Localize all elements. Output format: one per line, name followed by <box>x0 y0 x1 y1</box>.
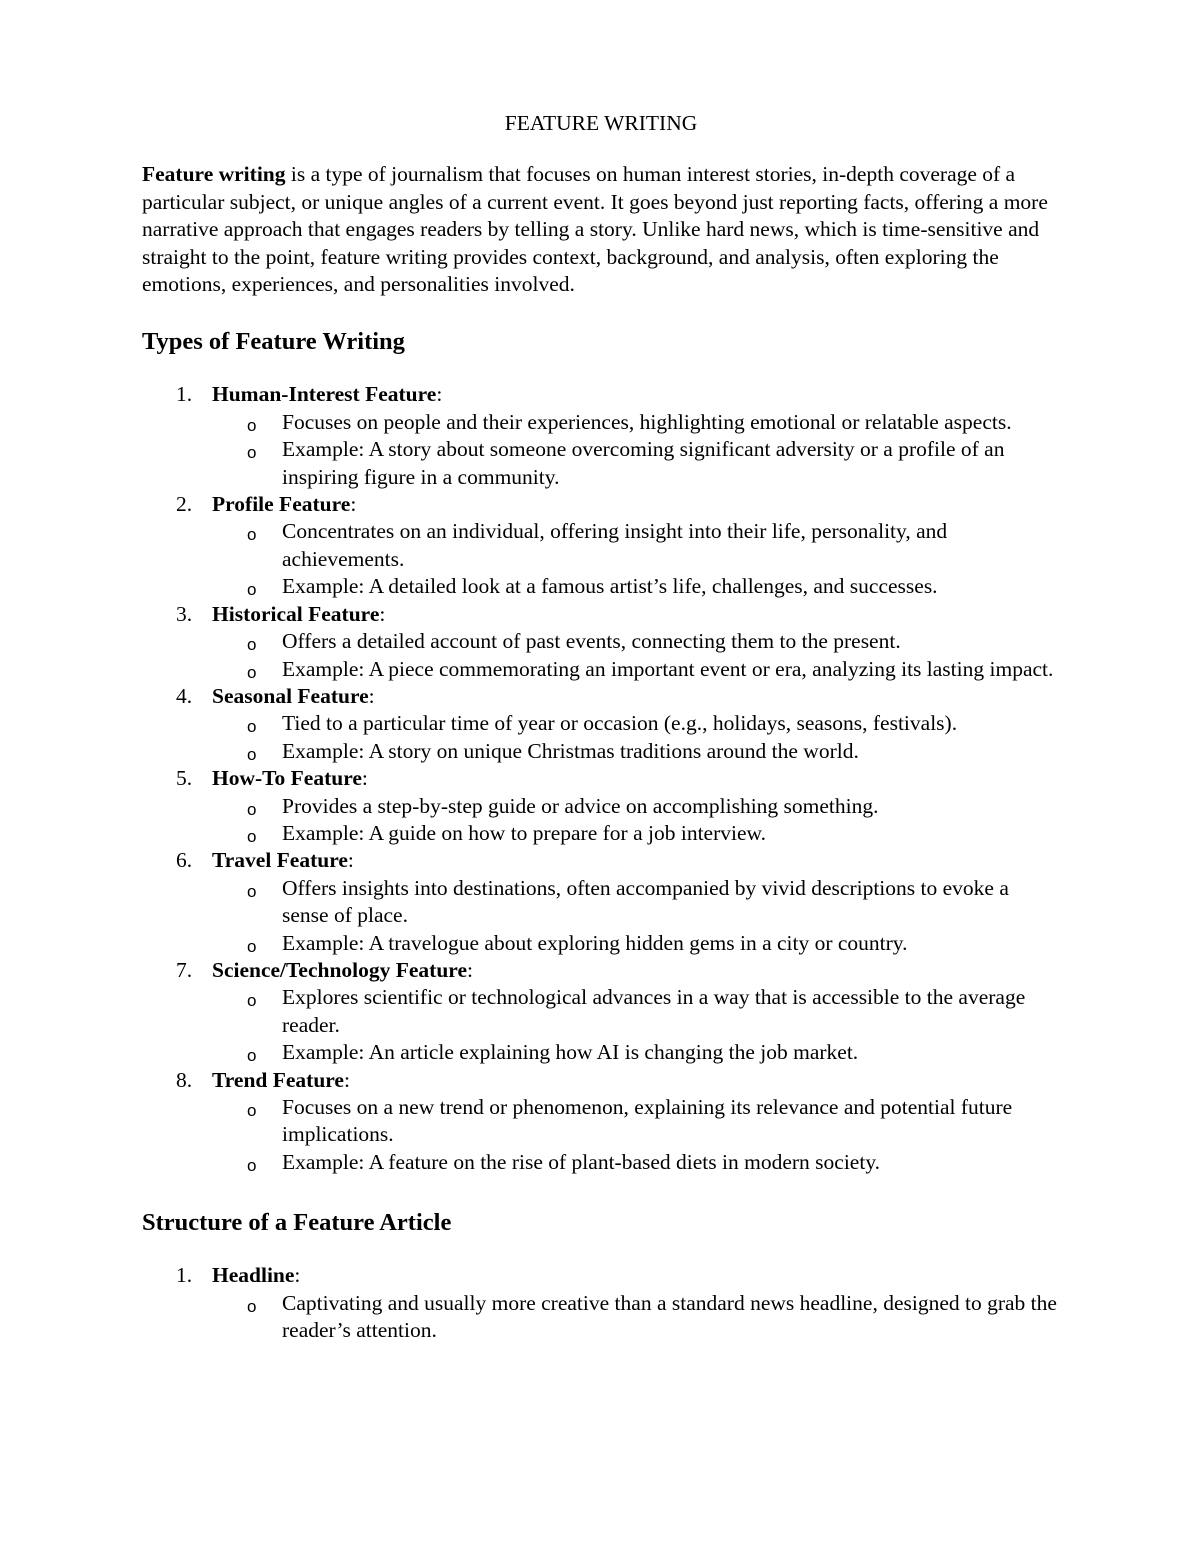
sub-list-item-text: Offers insights into destinations, often accompanied by vivid descriptions to evoke a sense of place. <box>282 875 1009 928</box>
sub-list <box>212 628 1060 683</box>
intro-text: is a type of journalism that focuses on human interest stories, in-depth coverage of a particular subject, or unique angles of a current event. It goes beyond just reporting facts, offering a more narrative approach that engages readers by telling a story. Unlike hard news, which is time-sensitive and straight to the point, feature writing provides context, background, and analysis, often exploring the emotions, experiences, and personalities involved. <box>142 162 1048 297</box>
sub-list-item <box>212 518 1060 573</box>
list-item-title-suffix: : <box>350 492 357 517</box>
section-heading-types: Types of Feature Writing <box>142 328 405 356</box>
sub-list-item-text: Example: A story on unique Christmas traditions around the world. <box>282 738 859 763</box>
sub-list <box>212 984 1060 1066</box>
sub-list-item-text: Concentrates on an individual, offering insight into their life, personality, and achievements. <box>282 519 948 571</box>
sub-list-item <box>212 1039 1060 1066</box>
sub-list-item <box>212 436 1060 491</box>
list-item-title-suffix: : <box>343 1067 350 1092</box>
sub-list-item-text: Focuses on people and their experiences, highlighting emotional or relatable aspects. <box>282 409 1012 434</box>
list-item-title-suffix: : <box>361 766 368 791</box>
sub-list-item-text: Example: A story about someone overcoming significant adversity or a profile of an inspiring figure in a community. <box>282 437 1005 489</box>
sub-list-item <box>212 793 1060 820</box>
sub-list-item <box>212 738 1060 765</box>
list-item-title-bold: Trend Feature <box>212 1067 344 1092</box>
sub-list-item-text: Example: A piece commemorating an important event or era, analyzing its lasting impact. <box>282 656 1054 681</box>
sub-list-item-text: Provides a step-by-step guide or advice on accomplishing something. <box>282 793 879 818</box>
sub-list <box>212 1094 1060 1176</box>
list-item <box>142 847 1060 957</box>
sub-list <box>212 793 1060 848</box>
list-item-title <box>212 765 1060 792</box>
list-item-title-suffix: : <box>379 601 386 626</box>
hollow-bullet-icon: o <box>247 826 257 846</box>
sub-list-item <box>212 1290 1060 1345</box>
section-heading-structure: Structure of a Feature Article <box>142 1209 452 1237</box>
structure-list <box>142 1262 1060 1344</box>
intro-paragraph <box>142 161 1060 298</box>
sub-list-item <box>212 656 1060 683</box>
hollow-bullet-icon: o <box>247 881 257 901</box>
list-item-title-suffix: : <box>347 848 354 873</box>
list-item-title-suffix: : <box>436 382 443 407</box>
sub-list-item-text: Explores scientific or technological advances in a way that is accessible to the average reader. <box>282 985 1026 1037</box>
sub-list-item <box>212 984 1060 1039</box>
sub-list <box>212 409 1060 491</box>
list-item-title <box>212 683 1060 710</box>
list-item <box>142 765 1060 847</box>
list-number: 6. <box>176 848 193 873</box>
list-number: 2. <box>176 492 193 517</box>
document-title: FEATURE WRITING <box>504 111 698 135</box>
sub-list-item <box>212 875 1060 930</box>
list-item <box>142 601 1060 683</box>
hollow-bullet-icon: o <box>247 799 257 819</box>
sub-list-item <box>212 820 1060 847</box>
list-item <box>142 491 1060 601</box>
hollow-bullet-icon: o <box>247 744 257 764</box>
intro-lead-bold: Feature writing <box>142 162 286 187</box>
hollow-bullet-icon: o <box>247 662 257 682</box>
sub-list-item <box>212 409 1060 436</box>
list-item-title-bold: How-To Feature <box>212 766 362 791</box>
list-number: 1. <box>176 382 193 407</box>
sub-list-item-text: Focuses on a new trend or phenomenon, explaining its relevance and potential future implications. <box>282 1095 1013 1147</box>
sub-list-item-text: Example: A feature on the rise of plant-based diets in modern society. <box>282 1149 881 1174</box>
sub-list-item <box>212 628 1060 655</box>
sub-list-item <box>212 930 1060 957</box>
list-item <box>142 957 1060 1067</box>
sub-list-item <box>212 710 1060 737</box>
sub-list-item-text: Example: A detailed look at a famous artist’s life, challenges, and successes. <box>282 574 938 599</box>
sub-list <box>212 1290 1060 1345</box>
hollow-bullet-icon: o <box>247 580 257 600</box>
hollow-bullet-icon: o <box>247 1046 257 1066</box>
types-list <box>142 381 1060 1176</box>
list-item-title <box>212 491 1060 518</box>
sub-list-item-text: Example: A travelogue about exploring hidden gems in a city or country. <box>282 930 908 955</box>
list-number: 5. <box>176 766 193 791</box>
sub-list-item <box>212 1149 1060 1176</box>
list-number: 3. <box>176 601 193 626</box>
list-item-title-bold: Travel Feature <box>212 848 348 873</box>
hollow-bullet-icon: o <box>247 717 257 737</box>
sub-list-item <box>212 1094 1060 1149</box>
list-item-title <box>212 601 1060 628</box>
hollow-bullet-icon: o <box>247 443 257 463</box>
list-item-title <box>212 1262 1060 1289</box>
list-number: 4. <box>176 683 193 708</box>
sub-list <box>212 710 1060 765</box>
list-item-title <box>212 1067 1060 1094</box>
hollow-bullet-icon: o <box>247 936 257 956</box>
list-item-title <box>212 957 1060 984</box>
hollow-bullet-icon: o <box>247 1155 257 1175</box>
list-item-title-bold: Profile Feature <box>212 492 351 517</box>
list-number: 1. <box>176 1263 193 1288</box>
hollow-bullet-icon: o <box>247 1101 257 1120</box>
sub-list-item-text: Example: A guide on how to prepare for a job interview. <box>282 820 767 845</box>
list-item <box>142 1262 1060 1344</box>
sub-list-item-text: Offers a detailed account of past events, connecting them to the present. <box>282 629 901 654</box>
sub-list-item-text: Tied to a particular time of year or occasion (e.g., holidays, seasons, festivals). <box>282 711 958 736</box>
hollow-bullet-icon: o <box>247 525 257 545</box>
list-number: 8. <box>176 1067 193 1092</box>
hollow-bullet-icon: o <box>247 415 257 435</box>
list-item-title <box>212 381 1060 408</box>
hollow-bullet-icon: o <box>247 635 257 655</box>
list-item <box>142 381 1060 491</box>
sub-list <box>212 875 1060 957</box>
list-number: 7. <box>176 957 193 982</box>
list-item <box>142 683 1060 765</box>
list-item-title-bold: Historical Feature <box>212 601 380 626</box>
list-item-title-bold: Human-Interest Feature <box>212 382 437 407</box>
list-item-title-suffix: : <box>467 957 473 982</box>
sub-list-item-text: Captivating and usually more creative than a standard news headline, designed to grab the reader’s attention. <box>282 1290 1057 1343</box>
list-item-title-bold: Seasonal Feature <box>212 683 369 708</box>
list-item-title-bold: Science/Technology Feature <box>212 957 467 982</box>
list-item-title-bold: Headline <box>212 1263 295 1288</box>
sub-list <box>212 518 1060 600</box>
sub-list-item-text: Example: An article explaining how AI is changing the job market. <box>282 1040 859 1065</box>
list-item <box>142 1067 1060 1177</box>
list-item-title-suffix: : <box>368 683 375 708</box>
list-item-title <box>212 847 1060 874</box>
hollow-bullet-icon: o <box>247 1296 257 1316</box>
hollow-bullet-icon: o <box>247 991 257 1011</box>
sub-list-item <box>212 573 1060 600</box>
list-item-title-suffix: : <box>294 1263 301 1288</box>
